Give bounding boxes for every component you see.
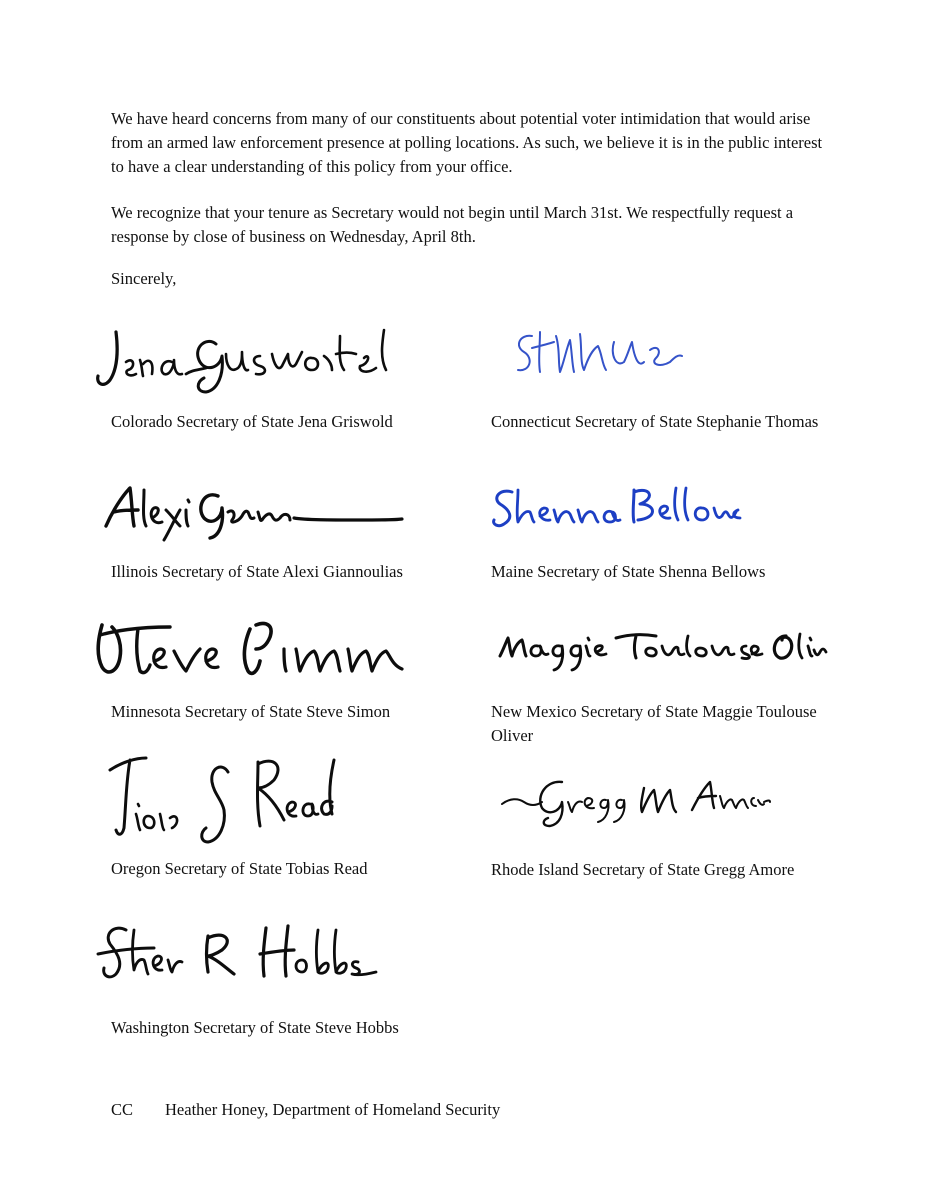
cc-label: CC: [111, 1100, 134, 1119]
signature-stephanie-thomas: [510, 328, 690, 388]
signatory-name-maine: Maine Secretary of State Shenna Bellows: [491, 562, 766, 581]
signatory-name-colorado: Colorado Secretary of State Jena Griswold: [111, 412, 393, 431]
signatory-name-connecticut: Connecticut Secretary of State Stephanie Thomas: [491, 412, 819, 431]
signatory-name-illinois: Illinois Secretary of State Alexi Giannoulias: [111, 562, 403, 581]
signatory-name-oregon: Oregon Secretary of State Tobias Read: [111, 859, 368, 878]
signatory-name-minnesota: Minnesota Secretary of State Steve Simon: [111, 702, 391, 721]
cc-recipient: Heather Honey, Department of Homeland Security: [165, 1100, 501, 1119]
closing-salutation: Sincerely,: [111, 269, 177, 288]
signature-jena-griswold: [88, 318, 388, 393]
signatory-name-rhode-island: Rhode Island Secretary of State Gregg Amore: [491, 860, 795, 879]
signature-steve-simon: [92, 615, 412, 685]
cc-line: [111, 1098, 500, 1122]
signature-gregg-amore: [498, 776, 773, 831]
body-paragraph-2: We recognize that your tenure as Secretary would not begin until March 31st. We respectfully request a response by close of business on Wednesday, April 8th.: [111, 203, 794, 246]
signatory-name-new-mexico: New Mexico Secretary of State Maggie Toulouse Oliver: [491, 702, 817, 745]
signature-shenna-bellows: [488, 484, 743, 534]
signature-maggie-toulouse-oliver: [496, 626, 831, 676]
signature-steve-hobbs: [96, 916, 381, 996]
body-paragraph-1: We have heard concerns from many of our constituents about potential voter intimidation that would arise from an armed law enforcement presence at polling locations. As such, we believe it is in the public interest to have a clear understanding of this policy from your office.: [111, 109, 823, 176]
signature-alexi-giannoulias: [100, 482, 405, 542]
signature-tobias-read: [106, 752, 341, 847]
signatory-name-washington: Washington Secretary of State Steve Hobbs: [111, 1018, 399, 1037]
